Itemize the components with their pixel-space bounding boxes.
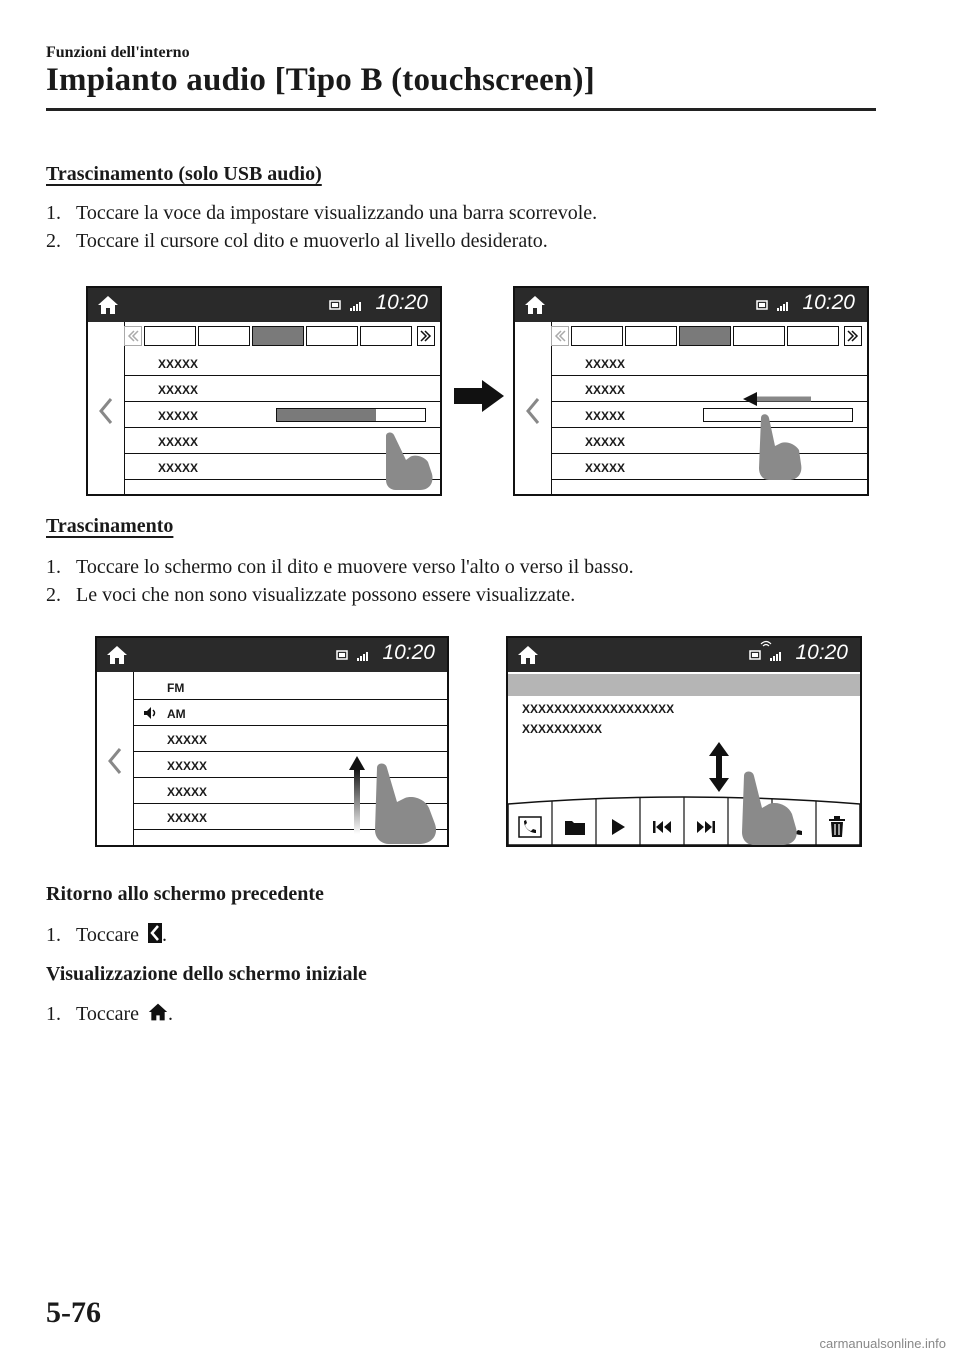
tab[interactable] bbox=[306, 326, 358, 346]
list-item-label: AM bbox=[167, 707, 186, 721]
arrow-updown-icon bbox=[708, 742, 730, 792]
title-divider bbox=[46, 108, 876, 111]
list-item-label: XXXXX bbox=[158, 435, 199, 449]
status-bar bbox=[508, 638, 860, 672]
step-text: Toccare bbox=[76, 1003, 139, 1025]
screen-media-player bbox=[506, 636, 862, 847]
track-artist: XXXXXXXXXX bbox=[522, 722, 603, 736]
back-column bbox=[88, 322, 125, 494]
step-1: 1. Toccare . bbox=[46, 924, 167, 946]
heading-trascinamento-usb: Trascinamento (solo USB audio) bbox=[46, 163, 322, 185]
tab[interactable] bbox=[571, 326, 623, 346]
list-item-label: XXXXX bbox=[585, 383, 626, 397]
list-item-label: XXXXX bbox=[585, 435, 626, 449]
step-number: 2. bbox=[46, 230, 61, 252]
home-icon[interactable] bbox=[96, 293, 120, 317]
list-item-label: XXXXX bbox=[158, 461, 199, 475]
tab-strip bbox=[551, 322, 867, 348]
page-title: Impianto audio [Tipo B (touchscreen)] bbox=[46, 62, 595, 98]
play-icon[interactable] bbox=[610, 818, 626, 836]
step-text: Toccare bbox=[76, 924, 139, 946]
list-item[interactable] bbox=[124, 376, 440, 402]
slider-fill bbox=[277, 409, 376, 421]
home-icon[interactable] bbox=[516, 643, 540, 667]
home-icon bbox=[148, 1002, 168, 1022]
watermark: carmanualsonline.info bbox=[819, 1336, 946, 1351]
finger-hand-icon bbox=[753, 412, 809, 482]
screen-slider-before bbox=[86, 286, 442, 496]
clock: 10:20 bbox=[382, 641, 435, 664]
arrow-left-icon bbox=[741, 392, 813, 406]
list-item-label: XXXXX bbox=[167, 759, 208, 773]
step-text: Toccare la voce da impostare visualizzando una barra scorrevole. bbox=[76, 202, 598, 224]
step-1 bbox=[46, 202, 597, 225]
clock: 10:20 bbox=[795, 641, 848, 664]
step-text: Le voci che non sono visualizzate possono essere visualizzate. bbox=[76, 584, 576, 606]
chevron-double-right-icon[interactable] bbox=[417, 326, 435, 346]
list-item-label: XXXXX bbox=[585, 357, 626, 371]
clock: 10:20 bbox=[375, 291, 428, 314]
heading-ritorno: Ritorno allo schermo precedente bbox=[46, 883, 324, 905]
step-text: Toccare lo schermo con il dito e muovere verso l'alto o verso il basso. bbox=[76, 556, 634, 578]
tab[interactable] bbox=[787, 326, 839, 346]
track-title: XXXXXXXXXXXXXXXXXXX bbox=[522, 702, 675, 716]
screen-radio-list bbox=[95, 636, 449, 847]
previous-track-icon[interactable] bbox=[652, 820, 672, 834]
folder-icon[interactable] bbox=[564, 818, 586, 836]
step-2 bbox=[46, 230, 548, 253]
trash-icon[interactable] bbox=[828, 816, 846, 838]
arrow-up-icon bbox=[349, 756, 365, 836]
status-bar bbox=[97, 638, 447, 672]
tab-strip bbox=[124, 322, 440, 348]
status-bar bbox=[515, 288, 867, 322]
chevron-double-left-icon[interactable] bbox=[124, 326, 142, 346]
wireless-icon bbox=[760, 640, 772, 648]
speaker-icon bbox=[143, 706, 157, 720]
tab[interactable] bbox=[625, 326, 677, 346]
step-1 bbox=[46, 556, 634, 579]
list-item-am[interactable] bbox=[133, 700, 447, 726]
finger-hand-icon bbox=[367, 762, 443, 844]
tab[interactable] bbox=[144, 326, 196, 346]
heading-schermo-iniziale: Visualizzazione dello schermo iniziale bbox=[46, 963, 367, 985]
tab[interactable] bbox=[360, 326, 412, 346]
battery-signal-icon bbox=[748, 648, 788, 662]
list-item[interactable] bbox=[551, 402, 867, 428]
battery-signal-icon bbox=[755, 298, 795, 312]
step-number: 1. bbox=[46, 202, 61, 224]
list-item-label: XXXXX bbox=[167, 811, 208, 825]
battery-signal-icon bbox=[335, 648, 375, 662]
step-text: Toccare il cursore col dito e muoverlo al livello desiderato. bbox=[76, 230, 548, 252]
status-bar bbox=[88, 288, 440, 322]
screen-slider-after bbox=[513, 286, 869, 496]
list-item[interactable] bbox=[124, 350, 440, 376]
progress-band bbox=[508, 674, 860, 696]
chevron-left-icon[interactable] bbox=[524, 396, 542, 426]
chevron-double-right-icon[interactable] bbox=[844, 326, 862, 346]
tab-selected[interactable] bbox=[252, 326, 304, 346]
list-item-label: XXXXX bbox=[158, 383, 199, 397]
tab[interactable] bbox=[733, 326, 785, 346]
step-number: 2. bbox=[46, 584, 61, 606]
heading-trascinamento: Trascinamento bbox=[46, 515, 174, 537]
page-number: 5-76 bbox=[46, 1296, 101, 1329]
chevron-double-left-icon[interactable] bbox=[551, 326, 569, 346]
step-number: 1. bbox=[46, 556, 61, 578]
tab[interactable] bbox=[198, 326, 250, 346]
list-item[interactable] bbox=[551, 454, 867, 480]
list-item[interactable] bbox=[551, 376, 867, 402]
list-item[interactable] bbox=[124, 402, 440, 428]
list-item[interactable] bbox=[133, 726, 447, 752]
tab-selected[interactable] bbox=[679, 326, 731, 346]
list-item-label: XXXXX bbox=[167, 733, 208, 747]
home-icon[interactable] bbox=[105, 643, 129, 667]
step-number: 1. bbox=[46, 1003, 61, 1025]
section-label: Funzioni dell'interno bbox=[46, 44, 190, 61]
list-item-label: XXXXX bbox=[158, 409, 199, 423]
list-item-label: XXXXX bbox=[167, 785, 208, 799]
arrow-right-icon bbox=[452, 380, 506, 412]
list-item-label: XXXXX bbox=[585, 461, 626, 475]
list-item[interactable] bbox=[551, 428, 867, 454]
list-item-label: FM bbox=[167, 681, 185, 695]
chevron-left-icon[interactable] bbox=[97, 396, 115, 426]
list-item-label: XXXXX bbox=[585, 409, 626, 423]
battery-signal-icon bbox=[328, 298, 368, 312]
clock: 10:20 bbox=[802, 291, 855, 314]
next-track-icon[interactable] bbox=[696, 820, 716, 834]
step-2 bbox=[46, 584, 575, 607]
chevron-left-icon bbox=[148, 923, 162, 943]
list-item-fm[interactable] bbox=[133, 674, 447, 700]
step-1: 1. Toccare . bbox=[46, 1003, 173, 1025]
list-item-label: XXXXX bbox=[158, 357, 199, 371]
finger-hand-icon bbox=[380, 430, 436, 492]
level-slider[interactable] bbox=[276, 408, 426, 422]
chevron-left-icon[interactable] bbox=[106, 746, 124, 776]
home-icon[interactable] bbox=[523, 293, 547, 317]
list-item[interactable] bbox=[551, 350, 867, 376]
step-number: 1. bbox=[46, 924, 61, 946]
control-bar bbox=[508, 796, 860, 845]
finger-hand-icon bbox=[734, 770, 804, 845]
back-column bbox=[515, 322, 552, 494]
phone-menu-icon[interactable] bbox=[518, 816, 542, 838]
back-column bbox=[97, 672, 134, 845]
